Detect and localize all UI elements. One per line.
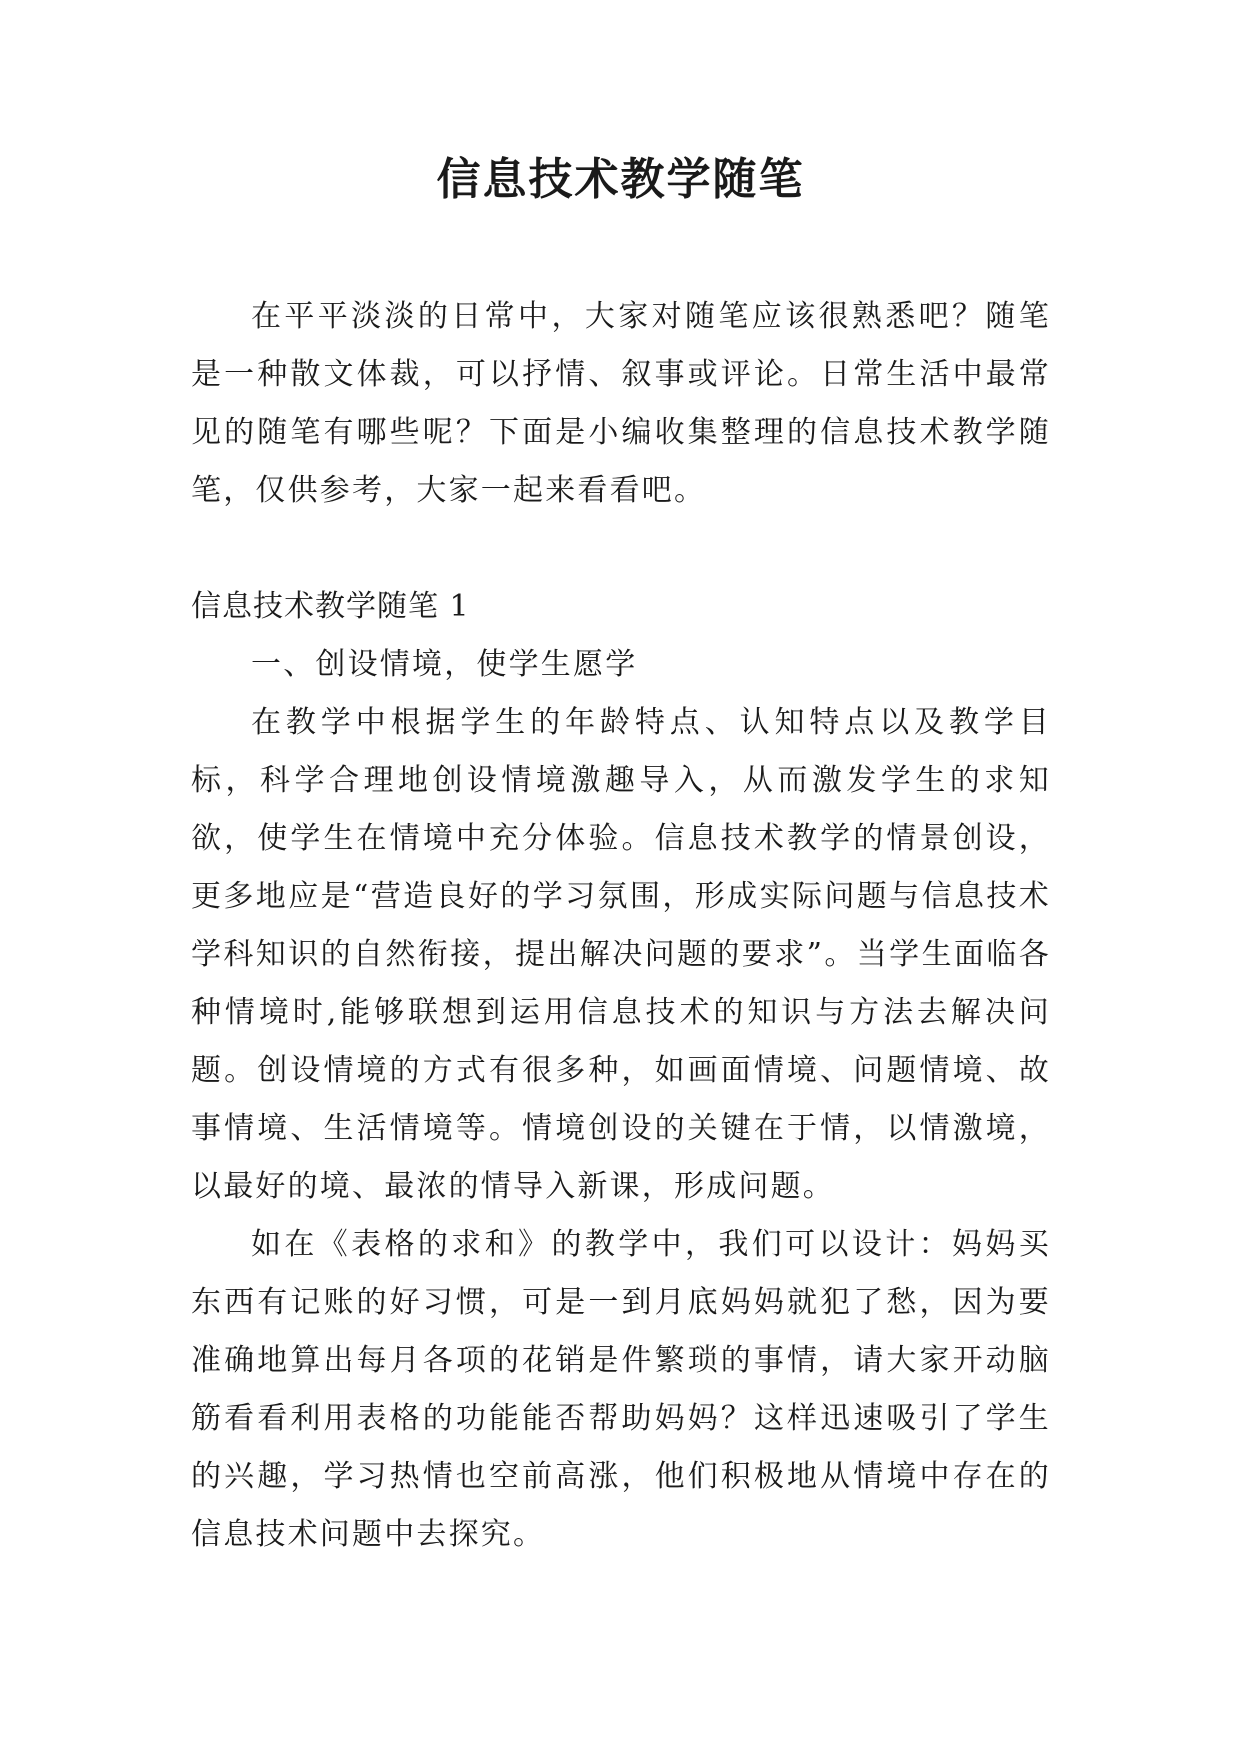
document-body [191, 288, 1051, 1564]
body-paragraph-1: 在教学中根据学生的年龄特点、认知特点以及教学目标，科学合理地创设情境激趣导入，从而激发学生的求知欲，使学生在情境中充分体验。信息技术教学的情景创设，更多地应是“营造良好的学习氛围，形成实际问题与信息技术学科知识的自然衔接，提出解决问题的要求”。当学生面临各种情境时,能够联想到运用信息技术的知识与方法去解决问题。创设情境的方式有很多种，如画面情境、问题情境、故事情境、生活情境等。情境创设的关键在于情，以情激境，以最好的境、最浓的情导入新课，形成问题。 [191, 705, 1051, 1204]
section-title: 信息技术教学随笔 1 [191, 589, 470, 624]
intro-paragraph: 在平平淡淡的日常中，大家对随笔应该很熟悉吧？随笔是一种散文体裁，可以抒情、叙事或评论。日常生活中最常见的随笔有哪些呢？下面是小编收集整理的信息技术教学随笔，仅供参考，大家一起来看看吧。 [191, 299, 1051, 508]
body-paragraph-2: 如在《表格的求和》的教学中，我们可以设计：妈妈买东西有记账的好习惯，可是一到月底妈妈就犯了愁，因为要准确地算出每月各项的花销是件繁琐的事情，请大家开动脑筋看看利用表格的功能能否帮助妈妈？这样迅速吸引了学生的兴趣，学习热情也空前高涨，他们积极地从情境中存在的信息技术问题中去探究。 [191, 1227, 1051, 1552]
document-title: 信息技术教学随笔 [436, 154, 805, 205]
heading-one: 一、创设情境，使学生愿学 [251, 647, 638, 682]
